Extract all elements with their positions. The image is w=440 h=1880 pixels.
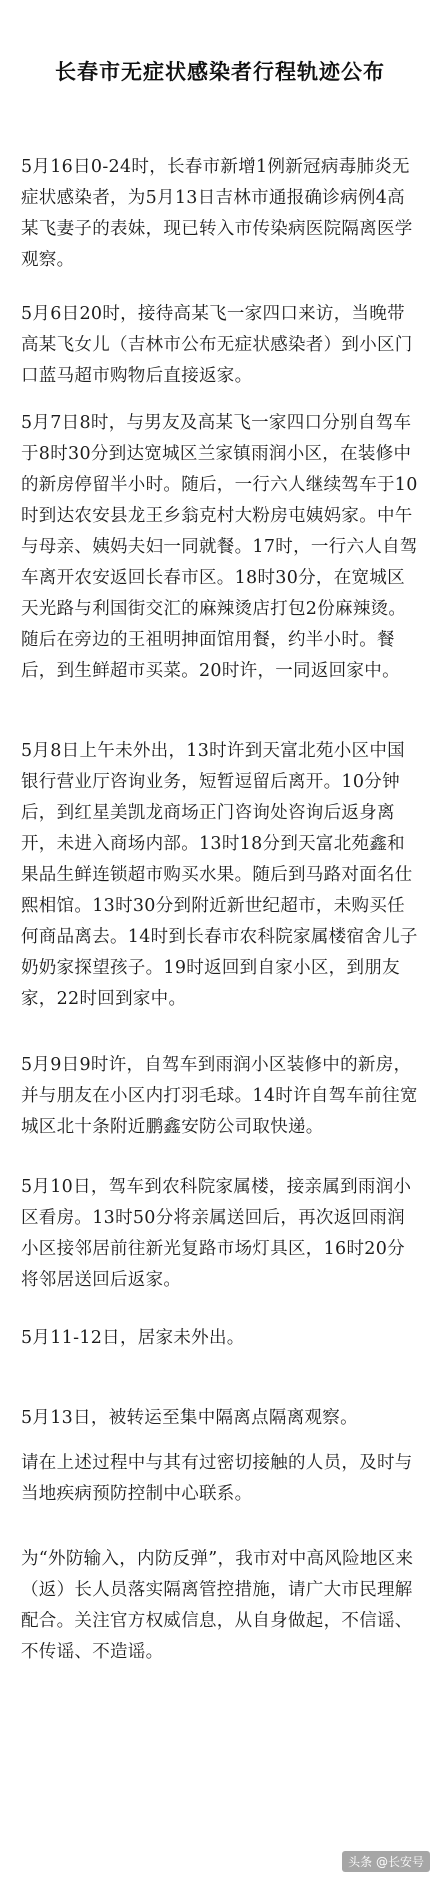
paragraph-contact-notice: 请在上述过程中与其有过密切接触的人员，及时与当地疾病预防控制中心联系。 bbox=[21, 1453, 413, 1504]
paragraph-public-notice: 为“外防输入，内防反弹”，我市对中高风险地区来（返）长人员落实隔离管控措施，请广大市民理解配合。关注官方权威信息，从自身做起，不信谣、不传谣、不造谣。 bbox=[21, 1549, 414, 1662]
paragraph-may-8: 5月8日上午未外出，13时许到天富北苑小区中国银行营业厅咨询业务，短暂逗留后离开。10分钟后，到红星美凯龙商场正门咨询处咨询后返身离开，未进入商场内部。13时18分到天富北苑鑫和果品生鲜连锁超市购买水果。随后到马路对面名仕熙相馆。13时30分到附近新世纪超市，未购买任何商品离去。14时到长春市农科院家属楼宿舍儿子奶奶家探望孩子。19时返回到自家小区，到朋友家，22时回到家中。 bbox=[21, 741, 418, 1009]
page-title: 长春市无症状感染者行程轨迹公布 bbox=[55, 59, 385, 84]
paragraph-summary: 5月16日0-24时，长春市新增1例新冠病毒肺炎无症状感染者，为5月13日吉林市通报确诊病例4高某飞妻子的表妹，现已转入市传染病医院隔离医学观察。 bbox=[21, 157, 413, 270]
paragraph-may-11-12: 5月11-12日，居家未外出。 bbox=[21, 1328, 245, 1348]
paragraph-may-13: 5月13日，被转运至集中隔离点隔离观察。 bbox=[21, 1408, 358, 1428]
paragraph-may-6: 5月6日20时，接待高某飞一家四口来访，当晚带高某飞女儿（吉林市公布无症状感染者）到小区门口蓝马超市购物后直接返家。 bbox=[21, 304, 413, 386]
paragraph-may-9: 5月9日9时许，自驾车到雨润小区装修中的新房，并与朋友在小区内打羽毛球。14时许自驾车前往宽城区北十条附近鹏鑫安防公司取快递。 bbox=[21, 1055, 418, 1137]
paragraph-may-7: 5月7日8时，与男友及高某飞一家四口分别自驾车于8时30分到达宽城区兰家镇雨润小区，在装修中的新房停留半小时。随后，一行六人继续驾车于10时到达农安县龙王乡翁克村大粉房屯姨妈家。中午与母亲、姨妈夫妇一同就餐。17时，一行六人自驾车离开农安返回长春市区。18时30分，在宽城区天光路与利国街交汇的麻辣烫店打包2份麻辣烫。随后在旁边的王祖明抻面馆用餐，约半小时。餐后，到生鲜超市买菜。20时许，一同返回家中。 bbox=[21, 413, 418, 681]
watermark: 头条 @长安号 bbox=[342, 1851, 430, 1872]
paragraph-may-10: 5月10日，驾车到农科院家属楼，接亲属到雨润小区看房。13时50分将亲属送回后，再次返回雨润小区接邻居前往新光复路市场灯具区，16时20分将邻居送回后返家。 bbox=[21, 1177, 412, 1290]
